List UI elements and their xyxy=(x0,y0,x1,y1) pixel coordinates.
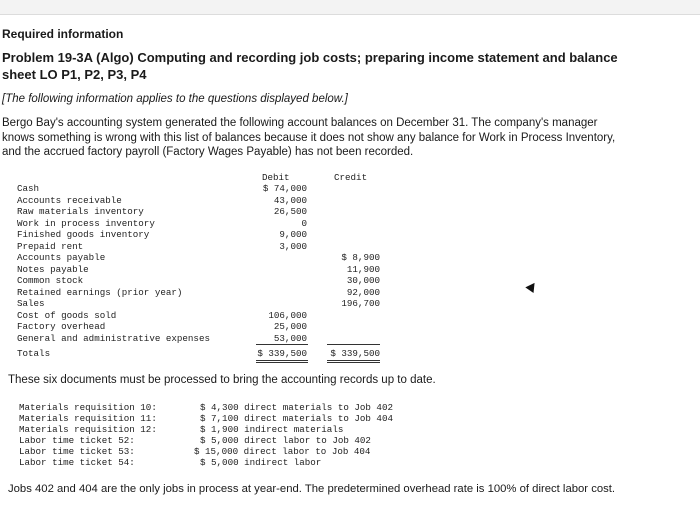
intro-line-2: knows something is wrong with this list of balances because it does not show any balance for Work in Process Inventory, xyxy=(2,131,616,144)
account-name: Common stock xyxy=(17,275,84,286)
document-detail: $ 5,000 direct labor to Job 402 xyxy=(200,435,371,446)
account-name: Prepaid rent xyxy=(17,241,84,252)
document-detail: $ 4,300 direct materials to Job 402 xyxy=(200,402,393,413)
debit-amount: 3,000 xyxy=(279,241,307,252)
debit-amount: 25,000 xyxy=(273,321,307,332)
problem-title-line-2: sheet LO P1, P2, P3, P4 xyxy=(2,67,147,82)
credit-total: $ 339,500 xyxy=(330,348,380,359)
debit-amount: 0 xyxy=(301,218,307,229)
intro-paragraph xyxy=(2,116,615,160)
debit-total-double-rule-2 xyxy=(256,362,308,363)
footer-note: Jobs 402 and 404 are the only jobs in process at year-end. The predetermined overhead rate is 100% of direct labor cost. xyxy=(8,483,616,495)
account-name: Cash xyxy=(17,183,40,194)
document-detail: $ 5,000 indirect labor xyxy=(200,457,322,468)
account-name: Sales xyxy=(17,298,45,309)
account-name: Accounts payable xyxy=(17,252,106,263)
debit-amount: 43,000 xyxy=(273,195,307,206)
credit-amount: 30,000 xyxy=(346,275,380,286)
debit-amount: 53,000 xyxy=(273,333,307,344)
document-detail: $ 1,900 indirect materials xyxy=(200,424,344,435)
credit-amount: 92,000 xyxy=(346,287,380,298)
document-label: Labor time ticket 52: xyxy=(19,435,135,446)
document-label: Labor time ticket 53: xyxy=(19,446,135,457)
account-name: Notes payable xyxy=(17,264,89,275)
credit-subtotal-rule xyxy=(327,344,380,345)
credit-total-double-rule xyxy=(327,360,380,361)
debit-subtotal-rule xyxy=(256,344,308,345)
debit-amount: 106,000 xyxy=(268,310,307,321)
document-detail: $ 7,100 direct materials to Job 404 xyxy=(200,413,393,424)
document-label: Materials requisition 11: xyxy=(19,413,157,424)
credit-amount: 196,700 xyxy=(341,298,380,309)
document-label: Labor time ticket 54: xyxy=(19,457,135,468)
mouse-cursor-icon xyxy=(525,280,538,293)
debit-amount: 9,000 xyxy=(279,229,307,240)
account-name: Cost of goods sold xyxy=(17,310,117,321)
debit-amount: $ 74,000 xyxy=(262,183,307,194)
top-bar xyxy=(0,0,700,15)
problem-title-line-1: Problem 19-3A (Algo) Computing and recording job costs; preparing income statement and balance xyxy=(2,50,618,65)
account-name: General and administrative expenses xyxy=(17,333,210,344)
document-detail: $ 15,000 direct labor to Job 404 xyxy=(194,446,371,457)
debit-total: $ 339,500 xyxy=(257,348,307,359)
credit-total-double-rule-2 xyxy=(327,362,380,363)
account-name: Retained earnings (prior year) xyxy=(17,287,183,298)
credit-amount: $ 8,900 xyxy=(341,252,380,263)
account-name: Accounts receivable xyxy=(17,195,122,206)
debit-amount: 26,500 xyxy=(273,206,307,217)
document-label: Materials requisition 10: xyxy=(19,402,157,413)
credit-header: Credit xyxy=(334,172,368,183)
credit-amount: 11,900 xyxy=(346,264,380,275)
problem-title xyxy=(2,49,618,83)
required-information-label: Required information xyxy=(2,27,124,41)
debit-header: Debit xyxy=(262,172,290,183)
totals-label: Totals xyxy=(17,348,51,359)
account-name: Raw materials inventory xyxy=(17,206,144,217)
intro-line-3: and the accrued factory payroll (Factory Wages Payable) has not been recorded. xyxy=(2,146,414,158)
account-name: Factory overhead xyxy=(17,321,106,332)
account-name: Finished goods inventory xyxy=(17,229,150,240)
debit-total-double-rule xyxy=(256,360,308,361)
account-name: Work in process inventory xyxy=(17,218,155,229)
applies-note: [The following information applies to the questions displayed below.] xyxy=(2,93,348,105)
intro-line-1: Bergo Bay's accounting system generated the following account balances on December 31. The company's manager xyxy=(2,117,598,129)
documents-intro: These six documents must be processed to bring the accounting records up to date. xyxy=(8,374,436,386)
document-label: Materials requisition 12: xyxy=(19,424,157,435)
